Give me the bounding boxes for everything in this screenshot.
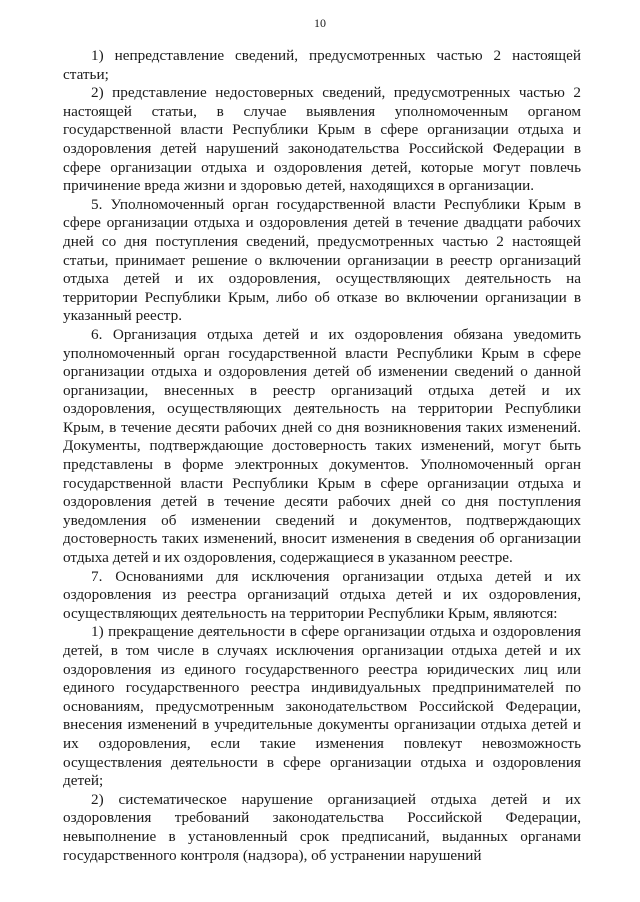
paragraph-section-7: 7. Основаниями для исключения организации отдыха детей и их оздоровления из реестра организаций отдыха детей и их оздоровления, осуществляющих деятельность на территории Республики Крым, являются: (63, 567, 581, 622)
paragraph-section-5: 5. Уполномоченный орган государственной власти Республики Крым в сфере организации отдыха и оздоровления детей в течение двадцати рабочих дней со дня поступления сведений, предусмотренных частью 2 настоящей статьи, принимает решение о включении организации в реестр организаций отдыха детей и их оздоровления, осуществляющих деятельность на территории Республики Крым, либо об отказе во включении организации в указанный реестр. (63, 195, 581, 325)
paragraph-item-1: 1) непредставление сведений, предусмотренных частью 2 настоящей статьи; (63, 47, 581, 83)
page-number: 10 (314, 16, 326, 30)
document-body (63, 47, 581, 865)
paragraph-section-6: 6. Организация отдыха детей и их оздоровления обязана уведомить уполномоченный орган государственной власти Республики Крым в сфере организации отдыха и оздоровления детей об изменении сведений о данной организации, внесенных в реестр организаций отдыха детей и их оздоровления, осуществляющих деятельность на территории Республики Крым, в течение десяти рабочих дней со дня возникновения таких изменений. Документы, подтверждающие достоверность таких изменений, могут быть представлены в форме электронных документов. Уполномоченный орган государственной власти Республики Крым в сфере организации отдыха и оздоровления детей в течение десяти рабочих дней со дня поступления уведомления об изменении сведений и документов, подтверждающих достоверность таких изменений, вносит изменения в сведения об организации отдыха детей и их оздоровления, содержащиеся в указанном реестре. (63, 325, 581, 567)
paragraph-item-2: 2) представление недостоверных сведений, предусмотренных частью 2 настоящей статьи, в случае выявления уполномоченным органом государственной власти Республики Крым в сфере организации отдыха и оздоровления детей нарушений законодательства Российской Федерации в сфере организации отдыха и оздоровления детей, которые могут повлечь причинение вреда жизни и здоровью детей, находящихся в организации. (63, 84, 581, 195)
paragraph-section-7-item-2: 2) систематическое нарушение организацией отдыха детей и их оздоровления требований законодательства Российской Федерации, невыполнение в установленный срок предписаний, выданных органами государственного контроля (надзора), об устранении нарушений (63, 790, 581, 864)
paragraph-section-7-item-1: 1) прекращение деятельности в сфере организации отдыха и оздоровления детей, в том числе в случаях исключения организации отдыха детей и их оздоровления из единого государственного реестра юридических лиц или единого государственного реестра индивидуальных предпринимателей по основаниям, предусмотренным законодательством Российской Федерации, внесения изменений в учредительные документы организации отдыха детей и их оздоровления, если такие изменения повлекут невозможность осуществления деятельности в сфере организации отдыха и оздоровления детей; (63, 623, 581, 790)
